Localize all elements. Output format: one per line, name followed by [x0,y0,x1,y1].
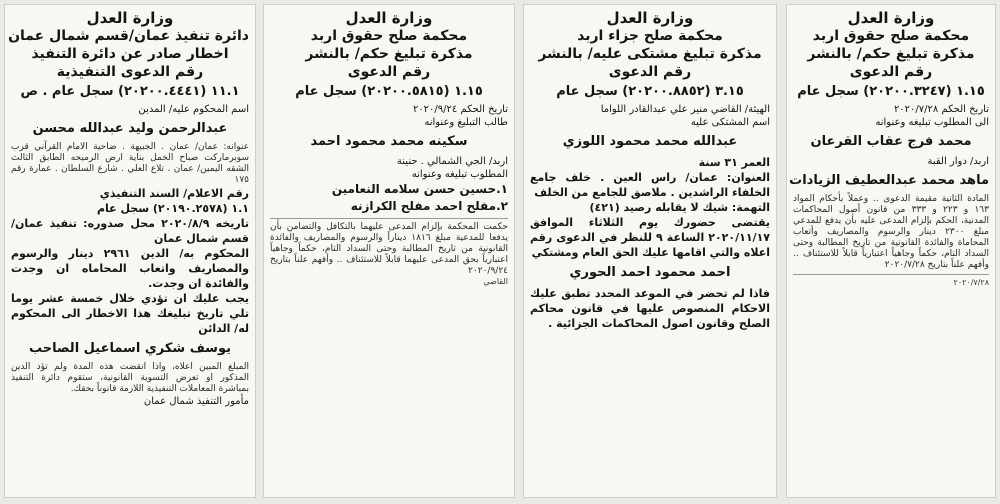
charge: التهمة: شيك لا يقابله رصيد (٤٢١) [589,201,770,214]
accused-age: العمر ٣١ سنة [698,156,770,169]
payment-deadline: يجب عليك ان تؤدي خلال خمسة عشر يوما تلي تاريخ تبليغك هذا الاخطار الى المحكوم له/ الدائن [11,292,249,335]
court-name: محكمة صلح جزاء اربد [577,28,723,44]
notice-footer: ٢٠٢٠/٧/٢٨ [953,278,989,287]
notice-subject: مذكرة تبليغ حكم/ بالنشر [807,46,975,62]
legal-notice-judgment-irbid-2 [263,4,515,498]
requester-label: طالب التبليغ وعنوانه [424,117,508,128]
complainant-name: احمد محمود احمد الحوري [569,265,731,280]
party-name: محمد فرج عقاب القرعان [810,134,972,149]
ministry-title: وزارة العدل [847,9,935,27]
defendant-2: ٢.مفلح احمد مفلح الكرازنه [350,199,508,213]
notice-subject: مذكرة تبليغ مشتكى عليه/ بالنشر [538,46,762,62]
judge-panel: الهيئة/ القاضي منير علي عبدالقادر اللواما [600,104,770,115]
defendant-1: ١.حسين حسن سلامه النعامين [331,182,508,196]
warning-text: فاذا لم تحضر في الموعد المحدد تطبق عليك الاحكام المنصوص عليها في قانون محاكم الصلح وقانون اصول المحاكمات الجزائية . [530,287,770,330]
notice-footer: مأمور التنفيذ شمال عمان [143,396,249,407]
debtor-label: اسم المحكوم عليه/ المدين [138,104,249,115]
legal-notice-criminal-irbid [523,4,777,498]
court-name: محكمة صلح حقوق اربد [812,28,970,44]
case-number: ١.١٥ (٢٠٢٠٠.٥٨١٥) سجل عام [295,84,483,99]
remaining-text: المبلغ المبين اعلاه، واذا انقضت هذه المدة ولم تؤد الدين المذكور او تعرض التسوية القانونية، ستقوم دائرة التنفيذ بمباشرة المعاملات التنفيذية اللازمة قانوناً بحقك. [11,362,249,394]
debtor-name: عبدالرحمن وليد عبدالله محسن [32,121,228,136]
recipient-label: الى المطلوب تبليغه وعنوانه [875,117,989,128]
notice-footer: القاضي [483,277,508,286]
reference-date: تاريخه ٢٠٢٠/٨/٩ محل صدوره: تنفيذ عمان/ قسم شمال عمان [11,217,249,245]
plaintiff-address: اربد/ الحي الشمالي . حنينة [396,156,508,167]
case-label: رقم الدعوى [608,64,692,80]
notice-subject: مذكرة تبليغ حكم/ بالنشر [305,46,473,62]
judgment-date: تاريخ الحكم ٢٠٢٠/٩/٢٤ [412,104,508,115]
case-label: رقم الدعوى [347,64,431,80]
creditor-name: يوسف شكري اسماعيل الصاحب [28,341,231,356]
reference-label: رقم الاعلام/ السند التنفيذي [99,187,249,200]
plaintiff-name: سكينه محمد محمود احمد [310,134,468,149]
legal-notice-judgment-irbid [786,4,996,498]
case-number: ١١.١ (٢٠٢٠٠.٤٤٤١) سجل عام . ص [20,84,240,99]
ministry-title: وزارة العدل [86,9,174,27]
recipient-label: المطلوب تبليغه وعنوانه [411,169,508,180]
reference-number: ١.١ (٢٠١٩٠.٢٥٧٨) سجل عام [96,202,249,215]
judgment-body: المادة الثانية مقيمة الدعوى .. وعملاً بأحكام المواد ١٦٣ و ٢٢٣ و ٣٣٣ من قانون أصول المحاكمات المدنية، الحكم بإلزام المدعى عليه بأن يدفع للمدعي مبلغ ٢٣٠٠ دينار والرسوم والمصاريف وأتعاب المحاماة والفائدة القانونية من تاريخ المطالبة وحتى السداد التام، حكماً وجاهياً اعتبارياً قابلاً للاستئناف .. وأفهم علناً بتاريخ ٢٠٢٠/٧/٢٨ [793,194,990,270]
ministry-title: وزارة العدل [345,9,433,27]
accused-address: العنوان: عمان/ راس العين . خلف جامع الخلفاء الراشدين . ملاصق للجامع من الخلف [530,171,770,199]
accused-name: عبدالله محمد محمود اللوزي [562,134,738,149]
case-label: رقم الدعوى [849,64,933,80]
judgment-date: تاريخ الحكم ٢٠٢٠/٧/٢٨ [893,104,989,115]
second-party-name: ماهد محمد عبدالعطيف الزيادات [789,173,989,188]
case-label: رقم الدعوى التنفيذية [56,64,204,80]
department-name: دائرة تنفيذ عمان/قسم شمال عمان [8,28,249,44]
party-address: اربد/ دوار القبة [927,156,989,167]
notice-subject: اخطار صادر عن دائرة التنفيذ [31,46,229,62]
judgment-body: حكمت المحكمة بإلزام المدعى عليهما بالتكافل والتضامن بأن يدفعا للمدعية مبلغ ١٨١٦ ديناراً والرسوم والمصاريف والفائدة القانونية من تاريخ المطالبة وحتى السداد التام، حكماً وجاهياً اعتبارياً بحق المدعى عليهما قابلاً للاستئناف .. وأفهم علناً بتاريخ ٢٠٢٠/٩/٢٤ [270,222,508,276]
accused-label: اسم المشتكى عليه [690,117,770,128]
ministry-title: وزارة العدل [606,9,694,27]
case-number: ١.١٥ (٢٠٢٠٠.٣٢٤٧) سجل عام [797,84,985,99]
summons-text: يقتضى حضورك يوم الثلاثاء الموافق ٢٠٢٠/١١/١٧ الساعة ٩ للنظر في الدعوى رقم اعلاه والتي اقامها عليك الحق العام ومشتكي [530,216,770,259]
debtor-address: عنوانه: عمان/ عمان . الجبيهة . ضاحية الامام القرآني قرب سوبرماركت صباح الخمل بناية ارض الرميحه الطابق الثالث الشقه اليمين/ عمان . تلاع العلي . شارع السلطان . عمارة رقم ١٧٥ [11,142,249,185]
divider [793,274,989,275]
court-name: محكمة صلح حقوق اربد [310,28,468,44]
case-number: ٣.١٥ (٢٠٢٠٠.٨٨٥٢) سجل عام [556,84,744,99]
divider [270,218,508,219]
amount-due: المحكوم به/ الدين ٢٩٦١ دينار والرسوم والمصاريف واتعاب المحاماه ان وجدت والفائدة ان وجدت. [11,247,249,290]
execution-notice-amman [4,4,256,498]
